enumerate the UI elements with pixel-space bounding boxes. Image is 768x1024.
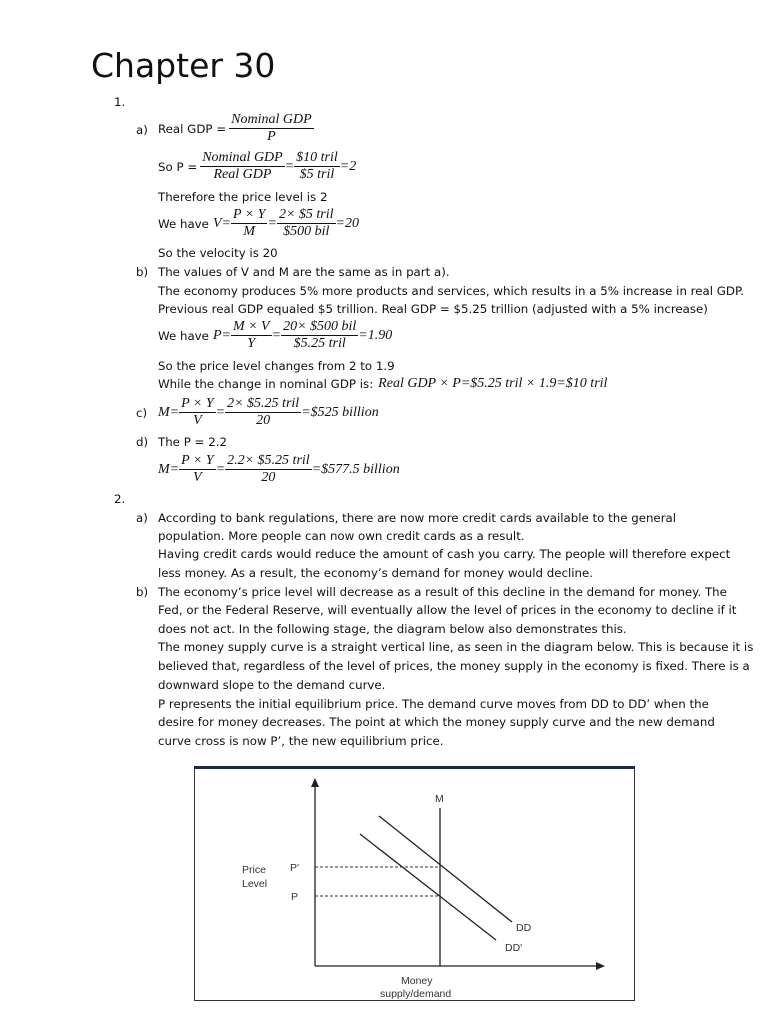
equation-real-gdp xyxy=(158,112,314,145)
fraction-numerator: P × Y xyxy=(232,207,266,222)
demand-label-dd: DD xyxy=(516,922,532,934)
text-line: believed that, regardless of the level of prices, the money supply in the economy is fixed. There is a xyxy=(158,659,750,673)
fraction-denominator: Real GDP xyxy=(213,167,272,182)
text-line: The money supply curve is a straight vertical line, as seen in the diagram below. This is because it is xyxy=(158,640,754,654)
text-line: So the velocity is 20 xyxy=(158,246,278,260)
text-line: desire for money decreases. The point at which the money supply curve and the new demand xyxy=(158,715,715,729)
fraction-denominator: $5 tril xyxy=(299,167,335,182)
fraction-numerator: 20× $500 bil xyxy=(283,319,357,334)
text-line: curve cross is now P’, the new equilibrium price. xyxy=(158,734,444,748)
item-label: a) xyxy=(136,123,148,137)
fraction-numerator: 2× $5 tril xyxy=(278,207,334,222)
equation-prefix: We have xyxy=(158,328,209,343)
price-label-p-prime: P' xyxy=(290,862,300,874)
fraction-numerator: Nominal GDP xyxy=(231,112,312,127)
equation-money-d: M= $\frac{P \times Y}{V}$ = $\frac{\text{2.2× \$5.25 tril}}{20}$ =$577.5 billion xyxy=(158,453,400,485)
equation-prefix: Real GDP = xyxy=(158,121,227,136)
fraction-numerator: Nominal GDP xyxy=(202,150,283,165)
fraction-numerator: P × Y xyxy=(181,396,214,411)
text-line: does not act. In the following stage, the diagram below also demonstrates this. xyxy=(158,622,627,636)
fraction-denominator: P xyxy=(267,129,276,144)
item-label: c) xyxy=(136,406,148,420)
item-label: b) xyxy=(136,585,149,599)
question-number: 1. xyxy=(114,95,126,109)
equation-prefix: So P = xyxy=(158,159,198,174)
equation-price-level-b: We have P= $\frac{M \times V}{Y}$ = $\frac{\text{20× \$500 bil}}{\text{\$5.25 tril}}$ =1.90 xyxy=(158,319,393,351)
fraction-denominator: V xyxy=(193,413,202,428)
text-line: The economy’s price level will decrease as a result of this decline in the demand for money. The xyxy=(158,585,727,599)
text-line: downward slope to the demand curve. xyxy=(158,678,386,692)
fraction-numerator: $10 tril xyxy=(296,150,338,165)
price-label-p: P xyxy=(291,891,299,903)
x-axis-label-line1: Money xyxy=(401,975,433,987)
y-axis-label-line2: Level xyxy=(242,878,268,890)
equation-inline: Real GDP × P=$5.25 tril × 1.9=$10 tril xyxy=(378,376,608,391)
equation-result: =2 xyxy=(339,158,357,174)
equation-money-c: M= $\frac{P \times Y}{V}$ = $\frac{\text{2× \$5.25 tril}}{20}$ =$525 billion xyxy=(158,396,379,428)
equation-result: =1.90 xyxy=(358,327,393,343)
text-line: Previous real GDP equaled $5 trillion. Real GDP = $5.25 trillion (adjusted with a 5% increase) xyxy=(158,302,708,316)
fraction-denominator: V xyxy=(193,470,202,485)
equation-result: =20 xyxy=(335,215,359,231)
fraction-numerator: P × Y xyxy=(181,453,214,468)
text-line: less money. As a result, the economy’s demand for money would decline. xyxy=(158,566,593,580)
text-line: P represents the initial equilibrium price. The demand curve moves from DD to DD’ when the xyxy=(158,697,709,711)
equation-velocity: We have V= $\frac{P \times Y}{M}$ = $\frac{\text{2× \$5 tril}}{\text{\$500 bil}}$ =20 xyxy=(158,207,359,239)
x-axis-label-line2: supply/demand xyxy=(380,988,452,1000)
text-line: The P = 2.2 xyxy=(158,435,227,449)
text-line: The economy produces 5% more products and services, which results in a 5% increase in real GDP. xyxy=(158,284,745,298)
text-line: The values of V and M are the same as in part a). xyxy=(158,265,450,279)
text-line: Therefore the price level is 2 xyxy=(158,190,328,204)
fraction-numerator: M × V xyxy=(232,319,270,334)
text-line: population. More people can now own credit cards as a result. xyxy=(158,529,525,543)
money-market-diagram xyxy=(194,766,636,1002)
fraction-denominator: Y xyxy=(247,336,256,351)
equation-prefix: We have xyxy=(158,216,209,231)
equation-price-level: So P = $\frac{\text{Nominal GDP}}{\text{Real GDP}}$ = $\frac{\text{\$10 tril}}{\text{\$5 tril}}$ =2 xyxy=(158,150,357,182)
equation-variable: V= xyxy=(212,215,231,231)
fraction-denominator: M xyxy=(243,224,256,239)
fraction-numerator: 2× $5.25 tril xyxy=(227,396,300,411)
y-axis-label-line1: Price xyxy=(242,864,266,876)
item-label: b) xyxy=(136,265,149,279)
demand-label-dd-prime: DD' xyxy=(505,942,523,954)
text-prefix: While the change in nominal GDP is: xyxy=(158,377,374,391)
item-label: d) xyxy=(136,435,149,449)
question-number: 2. xyxy=(114,492,126,506)
text-line: According to bank regulations, there are now more credit cards available to the general xyxy=(158,511,677,525)
equation-variable: P= xyxy=(212,327,231,343)
fraction-denominator: $500 bil xyxy=(283,224,330,239)
supply-label: M xyxy=(435,793,444,805)
equation-variable: M= xyxy=(158,461,180,477)
fraction-denominator: 20 xyxy=(256,413,271,428)
nominal-gdp-line xyxy=(158,375,607,393)
equation-result: =$525 billion xyxy=(301,404,379,420)
equation-variable: M= xyxy=(158,404,180,420)
fraction-denominator: $5.25 tril xyxy=(293,336,346,351)
text-line: Having credit cards would reduce the amount of cash you carry. The people will therefore expect xyxy=(158,547,731,561)
page-title: Chapter 30 xyxy=(91,46,276,85)
fraction-denominator: 20 xyxy=(261,470,276,485)
text-line: So the price level changes from 2 to 1.9 xyxy=(158,359,395,373)
text-line: Fed, or the Federal Reserve, will eventually allow the level of prices in the economy to decline if it xyxy=(158,603,737,617)
item-label: a) xyxy=(136,511,148,525)
equation-result: =$577.5 billion xyxy=(311,461,400,477)
fraction-numerator: 2.2× $5.25 tril xyxy=(227,453,310,468)
